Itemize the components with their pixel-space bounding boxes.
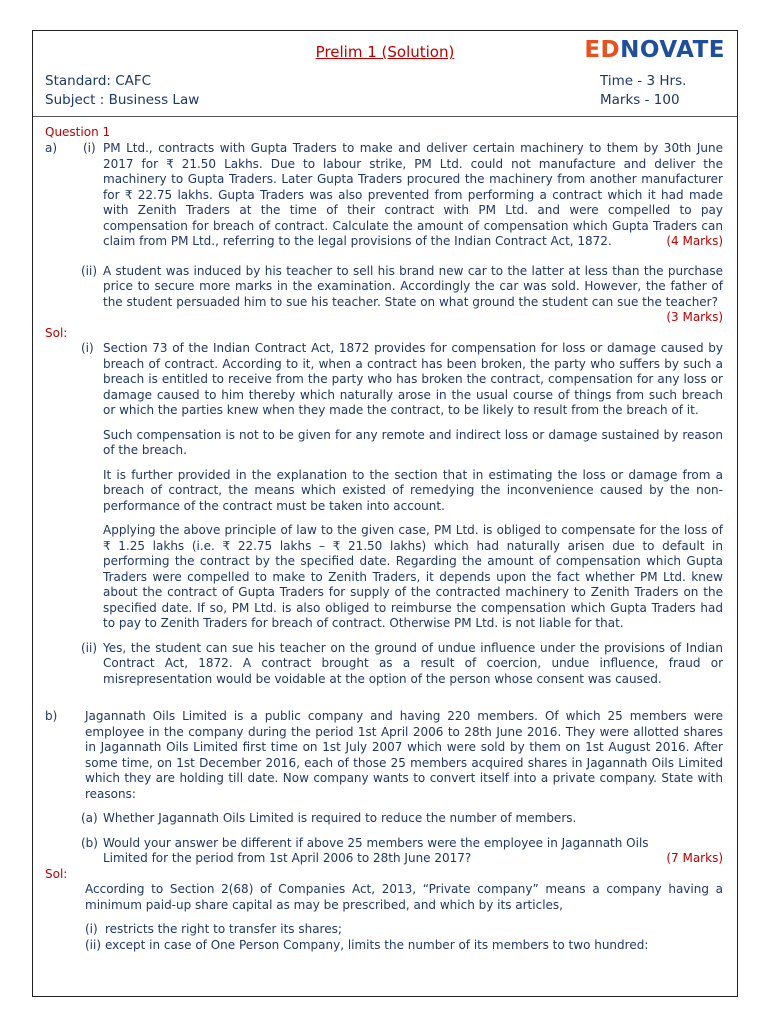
- solution-b-ii-label: (ii): [85, 937, 102, 952]
- solution-label: Sol:: [45, 325, 68, 340]
- question-a-ii-label: (ii): [81, 263, 98, 278]
- standard-label: Standard: CAFC: [45, 73, 152, 89]
- solution-i-para-3: It is further provided in the explanation to the section that in estimating the loss or damage from a breach of contract, the means which existed of remedying the inconvenience caused by the non-performance of the contract must be taken into account.: [103, 467, 723, 513]
- solution-ii: [45, 641, 723, 688]
- question-b-a: [45, 811, 723, 827]
- ednovate-logo: EDNOVATE: [584, 37, 725, 63]
- question-a-i-text: PM Ltd., contracts with Gupta Traders to make and deliver certain machinery to them by 30th June 2017 for ₹ 21.50 Lakhs. Due to labour strike, PM Ltd. could not manufacture and deliver the machinery to Gupta Traders. Later Gupta Traders procured the machinery from another manufacturer for ₹ 22.75 lakhs. Gupta Traders was also prevented from performing a contract which it had made with Zenith Traders at the time of their contract with PM Ltd. and were compelled to pay compensation for breach of contract. Calculate the amount of compensation which Gupta Traders can claim from PM Ltd., referring to the legal provisions of the Indian Contract Act, 1872.: [103, 141, 723, 248]
- page-frame: [32, 30, 738, 997]
- solution-b-ii: [45, 938, 723, 954]
- solution-b: [45, 882, 723, 913]
- solution-b-label: Sol:: [45, 866, 68, 881]
- question-a-i: [45, 141, 723, 250]
- question-a-ii: [45, 264, 723, 326]
- question-b-text: Jagannath Oils Limited is a public company and having 220 members. Of which 25 members were employee in the company during the period 1st April 2006 to 28th June 2016. They were allotted shares in Jagannath Oils Limited first time on 1st July 2007 which were sold by them on 1st August 2016. After some time, on 1st December 2016, each of those 25 members acquired shares in Jagannath Oils Limited which they are holding till date. Now company wants to convert itself into a private company. State with reasons:: [85, 709, 723, 801]
- solution-ii-text: Yes, the student can sue his teacher on the ground of undue influence under the provisions of Indian Contract Act, 1872. A contract brought as a result of coercion, undue influence, fraud or misrepresentation would be voidable at the option of the person whose consent was caused.: [103, 640, 723, 686]
- question-a-i-marks: (4 Marks): [666, 234, 723, 248]
- header-divider: [33, 116, 737, 117]
- solution-b-text: According to Section 2(68) of Companies Act, 2013, “Private company” means a company having a minimum paid-up share capital as may be prescribed, and which by its articles,: [85, 882, 723, 912]
- question-heading: Question 1: [45, 125, 111, 139]
- solution-b-i-label: (i): [85, 922, 98, 936]
- solution-i-label: (i): [81, 341, 94, 355]
- question-a-label: a): [45, 141, 58, 155]
- solution-b-i: [45, 922, 723, 938]
- question-b-b: [45, 836, 723, 867]
- solution-b-ii-text: except in case of One Person Company, limits the number of its members to two hundred:: [105, 937, 649, 952]
- solution-b-i-text: restricts the right to transfer its shares;: [105, 922, 342, 936]
- page-title: Prelim 1 (Solution): [315, 43, 455, 61]
- question-a-ii-marks: (3 Marks): [666, 310, 723, 324]
- question-b-a-text: Whether Jagannath Oils Limited is required to reduce the number of members.: [103, 811, 577, 825]
- question-b-b-text: Would your answer be different if above 25 members were the employee in Jagannath Oils Limited for the period from 1st April 2006 to 28th June 2017?: [103, 835, 649, 865]
- question-a-ii-text: A student was induced by his teacher to sell his brand new car to the latter at less than the purchase price to secure more marks in the examination. Accordingly the car was sold. However, the father of the student persuaded him to sue his teacher. State on what ground the student can sue the teacher?: [103, 263, 723, 309]
- question-b-marks: (7 Marks): [666, 851, 723, 865]
- solution-i-para-1: Section 73 of the Indian Contract Act, 1872 provides for compensation for loss or damage caused by breach of contract. According to it, when a contract has been broken, the party who suffers by such a breach is entitled to receive from the party who has broken the contract, compensation for any loss or damage caused to him thereby which naturally arose in the usual course of things from such breach or which the parties knew when they made the contract, to be likely to result from the breach of it.: [103, 341, 723, 417]
- solution-i: [45, 341, 723, 632]
- solution-i-para-4: Applying the above principle of law to the given case, PM Ltd. is obliged to compensate for the loss of ₹ 1.25 lakhs (i.e. ₹ 22.75 lakhs – ₹ 21.50 lakhs) which had naturally arisen due to default in performing the contract by the specified date. Regarding the amount of compensation which Gupta Traders were compelled to make to Zenith Traders, it depends upon the fact whether PM Ltd. knew about the contract of Gupta Traders for supply of the contracted machinery to Zenith Traders on the specified date. If so, PM Ltd. is also obliged to reimburse the compensation which Gupta Traders had to pay to Zenith Traders for breach of contract. Otherwise PM Ltd. is not liable for that.: [103, 523, 723, 630]
- question-content: [45, 125, 723, 953]
- question-b-b-label: (b): [81, 835, 98, 850]
- question-b-a-label: (a): [81, 811, 98, 825]
- question-b: [45, 709, 723, 802]
- subject-label: Subject : Business Law: [45, 92, 200, 108]
- marks-label: Marks - 100: [600, 92, 680, 108]
- solution-ii-label: (ii): [81, 640, 98, 655]
- question-a-i-label: (i): [83, 141, 96, 155]
- time-label: Time - 3 Hrs.: [600, 73, 687, 89]
- solution-i-para-2: Such compensation is not to be given for any remote and indirect loss or damage sustained by reason of the breach.: [103, 427, 723, 457]
- question-b-label: b): [45, 709, 58, 723]
